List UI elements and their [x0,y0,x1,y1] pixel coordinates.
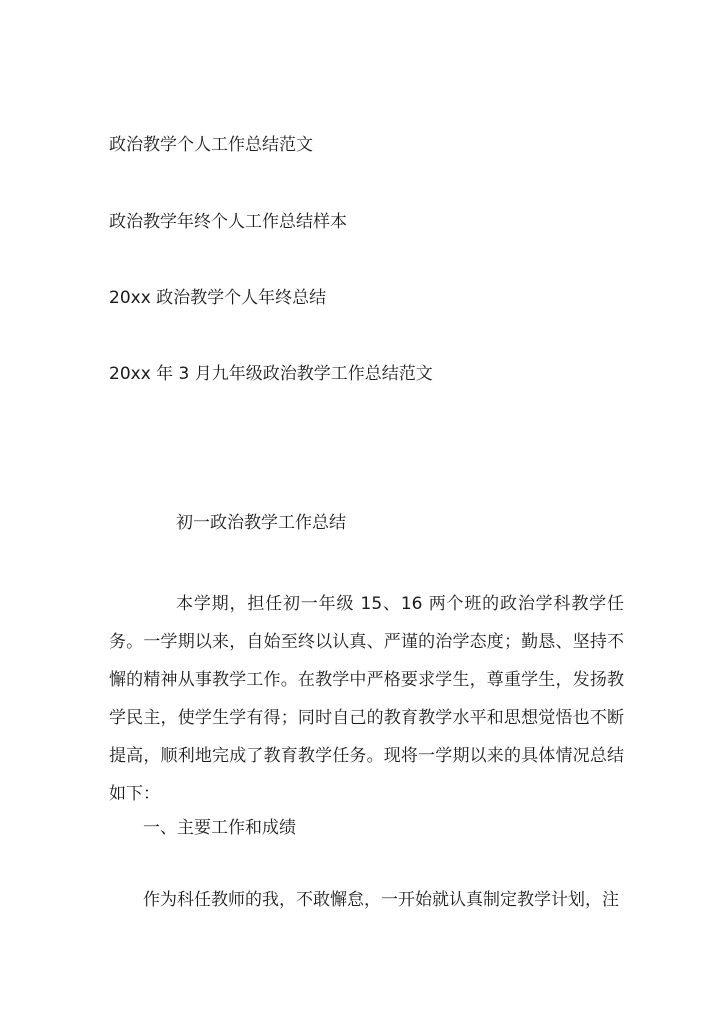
article-title: 初一政治教学工作总结 [176,513,346,533]
related-link-1[interactable]: 政治教学个人工作总结范文 [109,135,313,155]
section-heading: 一、主要工作和成绩 [143,818,296,838]
related-link-2[interactable]: 政治教学年终个人工作总结样本 [109,212,347,232]
intro-paragraph: 本学期，担任初一年级 15、16 两个班的政治学科教学任务。一学期以来，自始至终以认真、严谨的治学态度；勤恳、坚持不懈的精神从事教学工作。在教学中严格要求学生，尊重学生，发扬教学民主，使学生学有得；同时自己的教育教学水平和思想觉悟也不断提高，顺利地完成了教育教学任务。现将一学期以来的具体情况总结如下： [109,594,624,804]
section-paragraph: 作为科任教师的我，不敢懈怠，一开始就认真制定教学计划，注 [143,890,619,910]
related-link-3[interactable]: 20xx 政治教学个人年终总结 [109,288,327,308]
related-link-4[interactable]: 20xx 年 3 月九年级政治教学工作总结范文 [109,364,433,384]
